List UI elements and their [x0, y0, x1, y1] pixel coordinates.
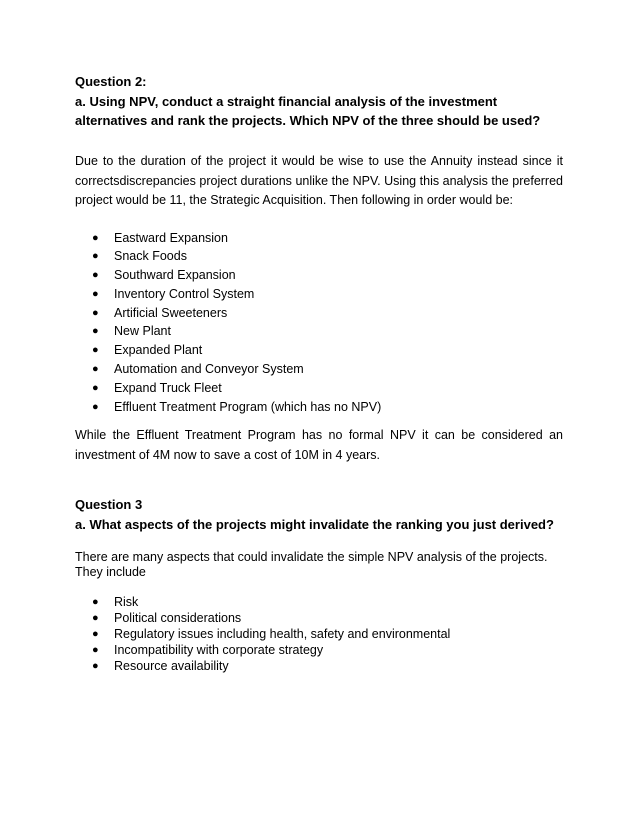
bullet-icon: ● [92, 269, 99, 282]
list-item: ● Effluent Treatment Program (which has no NPV) [75, 398, 563, 417]
bullet-icon: ● [92, 306, 99, 319]
list-item: ● Eastward Expansion [75, 229, 563, 248]
list-item: ● Expand Truck Fleet [75, 379, 563, 398]
list-item: ● Risk [92, 595, 139, 610]
question-2-answer: Due to the duration of the project it would be wise to use the Annuity instead since it correctsdiscrepancies project durations unlike the NPV. Using this analysis the preferred project would be 11, the Strategic Acquisition. Then following in order would be: [75, 154, 563, 207]
invalidating-aspects-list [75, 595, 563, 674]
question-2-heading: Question 2: [75, 74, 147, 89]
bullet-icon: ● [92, 344, 99, 357]
question-3-heading: Question 3 [75, 497, 143, 513]
bullet-icon: ● [92, 381, 99, 394]
list-item: ● Regulatory issues including health, safety and environmental [92, 627, 451, 642]
question-3-text: a. What aspects of the projects might invalidate the ranking you just derived? [75, 517, 554, 533]
bullet-icon: ● [92, 287, 99, 300]
document-page [75, 70, 563, 674]
question-2-text: a. Using NPV, conduct a straight financial analysis of the investment alternatives and rank the projects. Which NPV of the three should be used? [75, 94, 541, 128]
bullet-icon: ● [92, 628, 99, 641]
list-item: ● Snack Foods [75, 247, 563, 266]
bullet-icon: ● [92, 250, 99, 263]
list-item: ● Expanded Plant [75, 341, 563, 360]
bullet-icon: ● [92, 231, 99, 244]
bullet-icon: ● [92, 596, 99, 609]
list-item: ● Artificial Sweeteners [75, 304, 563, 323]
question-2-closing: While the Effluent Treatment Program has no formal NPV it can be considered an investment of 4M now to save a cost of 10M in 4 years. [75, 428, 563, 462]
list-item: ● Political considerations [92, 611, 242, 626]
question-3-answer: There are many aspects that could invalidate the simple NPV analysis of the projects. They include [75, 550, 548, 580]
list-item: ● New Plant [75, 322, 563, 341]
bullet-icon: ● [92, 325, 99, 338]
bullet-icon: ● [92, 659, 99, 672]
list-item: ● Resource availability [92, 658, 229, 673]
bullet-icon: ● [92, 643, 99, 656]
bullet-icon: ● [92, 363, 99, 376]
bullet-icon: ● [92, 612, 99, 625]
list-item: ● Incompatibility with corporate strategy [92, 642, 324, 657]
list-item: ● Automation and Conveyor System [75, 360, 563, 379]
bullet-icon: ● [92, 400, 99, 413]
list-item: ● Southward Expansion [75, 266, 563, 285]
list-item: ● Inventory Control System [75, 285, 563, 304]
project-ranking-list [75, 229, 563, 417]
